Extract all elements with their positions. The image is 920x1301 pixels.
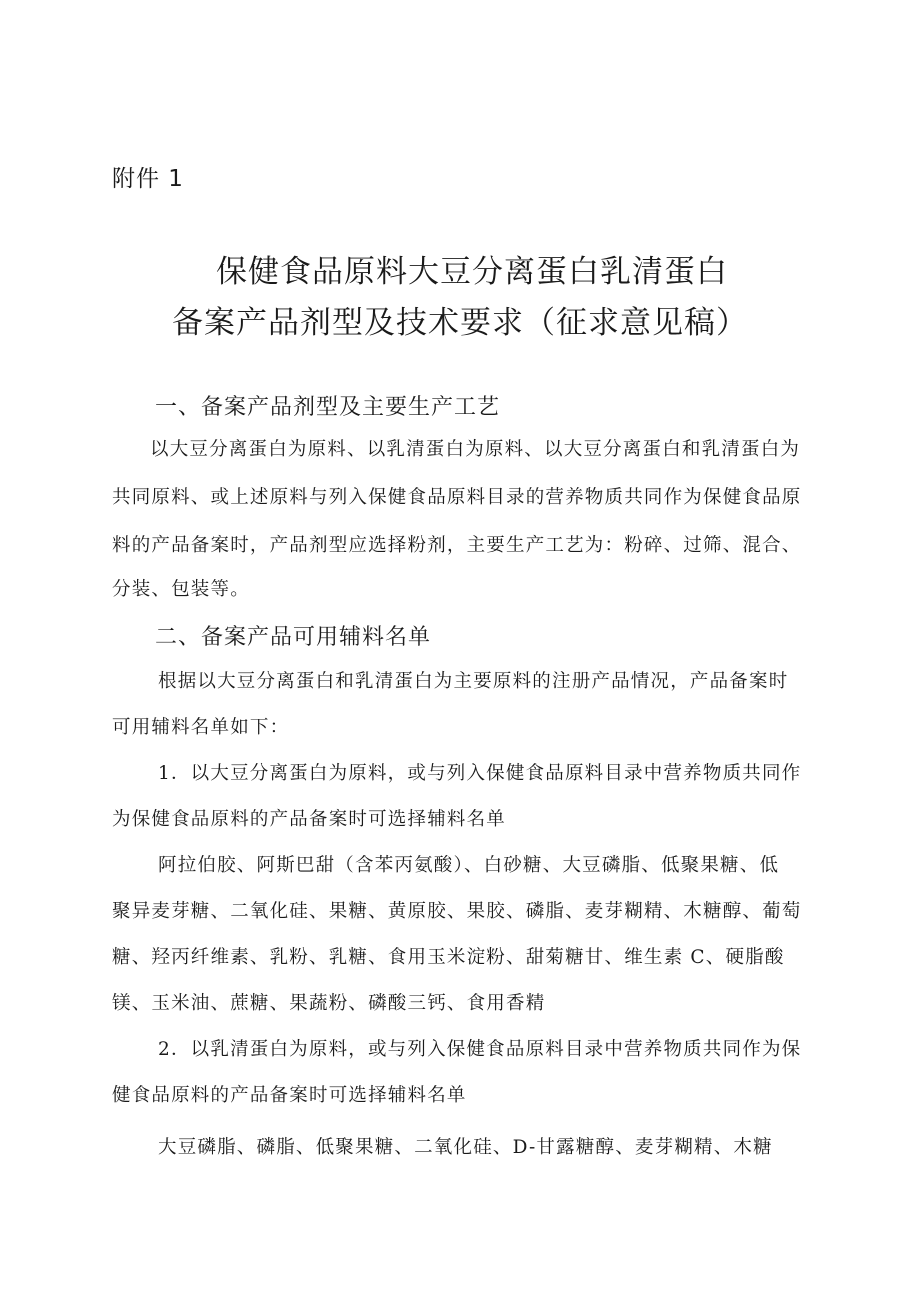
attachment-label: 附件 1 bbox=[112, 166, 184, 192]
paragraph-line: 健食品原料的产品备案时可选择辅料名单 bbox=[112, 1085, 467, 1106]
paragraph-line: 聚异麦芽糖、二氧化硅、果糖、黄原胶、果胶、磷脂、麦芽糊精、木糖醇、葡萄 bbox=[112, 901, 802, 922]
paragraph-line: 可用辅料名单如下： bbox=[112, 717, 290, 738]
paragraph-line: 料的产品备案时，产品剂型应选择粉剂，主要生产工艺为：粉碎、过筛、混合、 bbox=[112, 535, 802, 556]
paragraph-line: 共同原料、或上述原料与列入保健食品原料目录的营养物质共同作为保健食品原 bbox=[112, 487, 802, 508]
paragraph-line: 根据以大豆分离蛋白和乳清蛋白为主要原料的注册产品情况，产品备案时 bbox=[158, 671, 789, 692]
paragraph-line: 为保健食品原料的产品备案时可选择辅料名单 bbox=[112, 809, 507, 830]
paragraph-line: 1．以大豆分离蛋白为原料，或与列入保健食品原料目录中营养物质共同作 bbox=[158, 763, 802, 784]
paragraph-line: 阿拉伯胶、阿斯巴甜（含苯丙氨酸）、白砂糖、大豆磷脂、低聚果糖、低 bbox=[158, 855, 780, 876]
paragraph-line: 糖、羟丙纤维素、乳粉、乳糖、食用玉米淀粉、甜菊糖甘、维生素 C、硬脂酸 bbox=[112, 947, 785, 968]
section-1-heading: 一、备案产品剂型及主要生产工艺 bbox=[155, 395, 501, 420]
paragraph-line: 以大豆分离蛋白为原料、以乳清蛋白为原料、以大豆分离蛋白和乳清蛋白为 bbox=[150, 439, 801, 460]
paragraph-line: 分装、包装等。 bbox=[112, 579, 250, 600]
document-title-line-2: 备案产品剂型及技术要求（征求意见稿） bbox=[172, 305, 748, 341]
document-title-line-1: 保健食品原料大豆分离蛋白乳清蛋白 bbox=[216, 254, 728, 290]
paragraph-line: 镁、玉米油、蔗糖、果蔬粉、磷酸三钙、食用香精 bbox=[112, 993, 546, 1014]
paragraph-line: 2．以乳清蛋白为原料，或与列入保健食品原料目录中营养物质共同作为保 bbox=[158, 1039, 802, 1060]
section-2-heading: 二、备案产品可用辅料名单 bbox=[155, 625, 432, 650]
paragraph-line: 大豆磷脂、磷脂、低聚果糖、二氧化硅、D-甘露糖醇、麦芽糊精、木糖 bbox=[158, 1137, 773, 1158]
